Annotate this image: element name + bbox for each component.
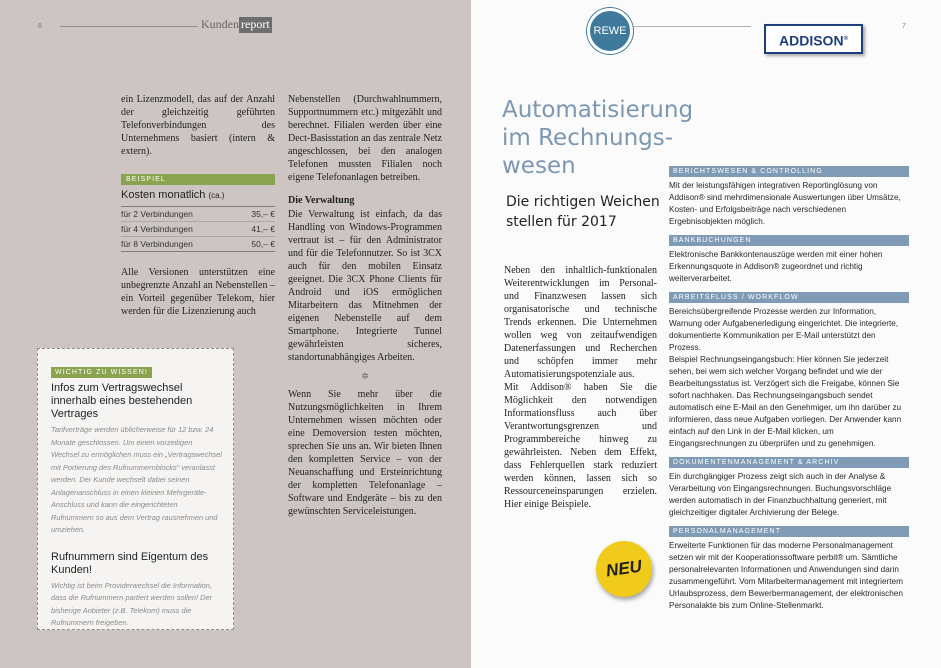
neu-sticker: NEU — [592, 537, 655, 600]
left-column-1 — [121, 93, 275, 318]
magazine-brand — [201, 17, 272, 33]
info-box-text: Tarifverträge werden üblicherweise für 12 bzw. 24 Monate geschlossen. Um einen vorzeitigen Wechsel zu ermöglichen muss ein „Vertragswechsel mit Portierung des Rufnummernblocks“ veranlasst werden. Der Kunde wechselt dabei seinen Anlagenanschluss in einen kleinen Mehrgeräte-Anschluss und kann die eingerichteten Rufnummern so aus dem Vertrag rausnehmen und umziehen. — [51, 425, 222, 534]
body-paragraph: Neben den inhaltlich-funktionalen Weiterentwicklungen im Personal- und Finanzwesen lassen sich organisatorische und technische Trends erkennen. Die Unternehmen wollen weg von zeitaufwendigen Datenerfassungen und Recherchen und schöpfen immer mehr Automatisierungspotenziale aus. — [504, 265, 657, 380]
extensions-paragraph: Nebenstellen (Durchwahlnummern, Supportnummern etc.) mitgezählt und berechnet. Filialen werden über eine Dect-Basisstation an das zentrale Netz angeschlossen, bei den analogen Telefonen mussten Filialen noch eigene Telefonanlagen betreiben. — [288, 94, 442, 183]
article-title: Automatisierung im Rechnungswesen — [502, 97, 694, 179]
section-controlling — [669, 166, 909, 228]
contact-paragraph: Wenn Sie mehr über die Nutzungsmöglichkeiten in Ihrem Unternehmen wissen möchten oder eine Demoversion testen möchten, sprechen Sie uns an. Wir bieten Ihnen den kompletten Service – von der Neuanschaffung und Ersteinrichtung der kompletten Telefonanlage – Software und Endgeräte – bis zu den gewünschten Serviceleistungen. — [288, 389, 442, 517]
table-row: für 2 Verbindungen 35,– € — [121, 207, 275, 222]
info-box — [37, 348, 234, 630]
intro-paragraph: ein Lizenzmodell, das auf der Anzahl der gleichzeitig geführten Telefonverbindungen des Unternehmens basiert (intern & extern). — [121, 94, 275, 157]
section-personnel — [669, 526, 909, 612]
right-page — [471, 0, 941, 668]
table-row: für 8 Verbindungen 50,– € — [121, 237, 275, 252]
administration-heading: Die Verwaltung — [288, 195, 355, 206]
page-number: 7 — [902, 23, 906, 30]
section-heading: ARBEITSFLUSS / WORKFLOW — [669, 292, 909, 303]
section-heading: PERSONALMANAGEMENT — [669, 526, 909, 537]
body-paragraph-2: Mit Addison® haben Sie die Möglichkeit den notwendigen Informationsfluss auch über Verantwortungsgrenzen und Programmbereiche hinweg zu gewährleisten. Neben dem Effekt, dass Fehlerquellen stark reduziert werden können, lassen sich so Ressourceneinsparungen erzielen. Hier einige Beispiele. — [504, 382, 657, 510]
price-table — [121, 207, 275, 252]
info-box-heading: Infos zum Vertragswechsel innerhalb eines bestehenden Vertrages — [51, 382, 193, 420]
info-box-heading-2: Rufnummern sind Eigentum des Kunden! — [51, 550, 209, 576]
page-number: 6 — [38, 23, 42, 30]
article-body — [504, 264, 657, 511]
section-text: Erweiterte Funktionen für das moderne Personalmanagement setzen wir mit der Kooperationssoftware perbit® um. Sämtliche personalrelevanten Informationen und Anwendungen sind darin zusammengeführt. Vom Mitarbeitermanagement mit integriertem Urlaubsprozess, dem Bewerbermanagement, der elektronischen Personalakte bis zum Online-Stellenmarkt. — [669, 541, 903, 610]
divider-ornament: ✲ — [361, 371, 369, 381]
section-text-2: Beispiel Rechnungseingangsbuch: Hier können Sie jederzeit sehen, bei wem sich welcher Vorgang befindet und wie der Bearbeitungsstatus ist. Verzögert sich die Freigabe, können Sie sofort nachhaken. Das Rechnungseingangsbuch sendet automatisch eine E-Mail an den Genehmiger, um ihn darüber zu informieren, dass neue Aufgaben vorliegen. Der Anwender kann einfach auf den Link in der E-Mail klicken, um Eingangsrechnungen zu überprüfen und zu genehmigen. — [669, 355, 902, 448]
table-row: für 4 Verbindungen 41,– € — [121, 222, 275, 237]
article-subtitle: Die richtigen Weichen stellen für 2017 — [506, 194, 660, 230]
section-archive — [669, 457, 909, 519]
section-heading: BERICHTSWESEN & CONTROLLING — [669, 166, 909, 177]
section-text: Elektronische Bankkontenauszüge werden mit einer hohen Erkennungsquote in Addison® zugeordnet und richtig weiterverarbeitet. — [669, 250, 883, 283]
feature-column — [669, 166, 909, 619]
brand-word-inverted: report — [241, 17, 270, 31]
administration-paragraph: Die Verwaltung ist einfach, da das Handling von Windows-Programmen vertraut ist – für den Administrator und für die Telefonnutzer. So ist 3CX auch für den mobilen Einsatz geeignet. Die 3CX Phone Clients für Android und iOS ermöglichen Mitarbeitern das Mitnehmen der eigenen Nebenstelle auf dem Smartphone. Integrierte Tunnel gewährleisten sicheres, standortunabhängiges Arbeiten. — [288, 209, 442, 363]
header-rule — [60, 26, 198, 27]
example-title: Kosten monatlich (ca.) — [121, 189, 275, 207]
info-box-text-2: Wichtig ist beim Providerwechsel die Information, dass die Rufnummern partiert werden sollen! Der bisherige Anbieter (z.B. Telekom) muss die Rufnummern freigeben. — [51, 580, 213, 627]
section-text: Ein durchgängiger Prozess zeigt sich auch in der Analyse & Verarbeitung von Eingangsrechnungen. Buchungsvorschläge werden automatisch in der Finanzbuchhaltung generiert, mit gleichzeitiger digitaler Archivierung der Belege. — [669, 472, 892, 517]
section-heading: BANKBUCHUNGEN — [669, 235, 909, 246]
section-text: Bereichsübergreifende Prozesse werden zur Information, Warnung oder Aufgabenerledigung eingerichtet. Die integrierte, dokumentierte Kommunikation per E-Mail unterstützt den Prozess. — [669, 307, 899, 352]
brand-word: Kunden — [201, 17, 239, 31]
licensing-paragraph: Alle Versionen unterstützen eine unbegrenzte Anzahl an Nebenstellen – ein Vorteil gegenüber Telekom, hier werden für die Lizenzierung auch — [121, 267, 275, 317]
left-column-2 — [288, 93, 442, 518]
section-bank — [669, 235, 909, 285]
info-box-tag: WICHTIG ZU WISSEN! — [51, 367, 152, 378]
section-text: Mit der leistungsfähigen integrativen Reportinglösung von Addison® sind mehrdimensionale Auswertungen über Umsätze, Kosten- und Erfolgsbeiträge nach verschiedenen Ergebnisobjekten möglich. — [669, 181, 901, 226]
example-label: BEISPIEL — [121, 174, 275, 185]
section-workflow — [669, 292, 909, 450]
addison-logo: ADDISON® — [764, 24, 863, 54]
header-rule — [633, 26, 751, 27]
rewe-badge: REWE — [587, 8, 633, 54]
section-heading: DOKUMENTENMANAGEMENT & ARCHIV — [669, 457, 909, 468]
